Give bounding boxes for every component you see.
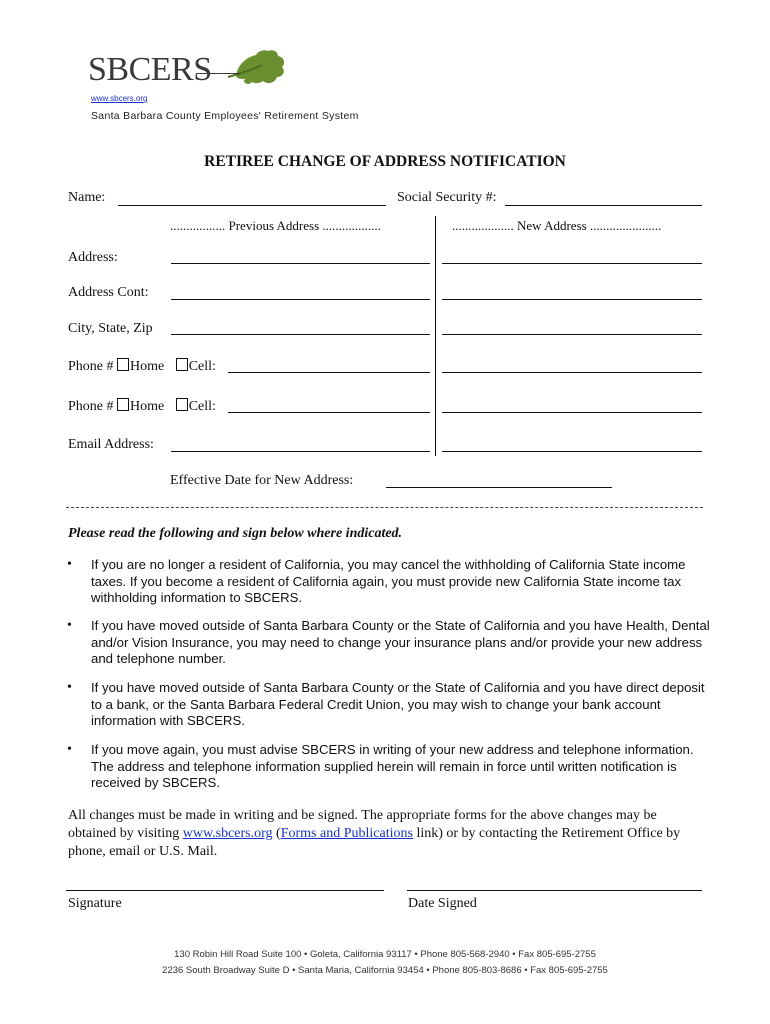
signature-label: Signature (68, 896, 122, 911)
signature-field[interactable] (66, 890, 384, 891)
closing-text-before: All changes must be made in writing and be signed. The appropriate forms for the above changes may be obtained by visiting (68, 808, 657, 841)
date-signed-field[interactable] (407, 890, 702, 891)
sbcers-website-link[interactable]: www.sbcers.org (182, 826, 273, 841)
home-checkbox[interactable] (117, 358, 129, 371)
closing-text-after: link) or by contacting the Retirement Office by phone, email or U.S. Mail. (68, 826, 681, 859)
footer-line-1: 130 Robin Hill Road Suite 100 • Goleta, California 93117 • Phone 805-568-2940 • Fax 805-695-2755 (174, 949, 596, 960)
ssn-field[interactable] (505, 205, 702, 206)
cell-label: Cell: (188, 399, 216, 414)
home-checkbox[interactable] (117, 398, 129, 411)
new-city-field[interactable] (442, 334, 702, 335)
name-field[interactable] (118, 205, 386, 206)
address-cont-label: Address Cont: (68, 285, 149, 300)
previous-address-field[interactable] (171, 263, 430, 264)
closing-text-middle: ( (272, 826, 281, 841)
form-title: RETIREE CHANGE OF ADDRESS NOTIFICATION (204, 153, 566, 170)
new-address-header: ................... New Address ...................... (452, 218, 662, 233)
previous-phone-2-field[interactable] (228, 412, 430, 413)
new-address-cont-field[interactable] (442, 299, 702, 300)
effective-date-label: Effective Date for New Address: (170, 473, 354, 488)
previous-address-cont-field[interactable] (171, 299, 430, 300)
logo-strike (196, 73, 240, 74)
cell-checkbox[interactable] (176, 358, 188, 371)
ssn-label: Social Security #: (397, 190, 497, 205)
cell-checkbox[interactable] (176, 398, 188, 411)
logo-text: SBCERS (88, 51, 212, 88)
home-label: Home (130, 359, 165, 374)
new-address-field[interactable] (442, 263, 702, 264)
website-link[interactable]: www.sbcers.org (91, 94, 148, 103)
name-label: Name: (68, 190, 106, 205)
previous-phone-1-field[interactable] (228, 372, 430, 373)
instructions-heading: Please read the following and sign below where indicated. (68, 526, 403, 541)
new-email-field[interactable] (442, 451, 702, 452)
city-label: City, State, Zip (68, 321, 153, 336)
bullet-icon: • (67, 618, 72, 633)
phone-row-2 (68, 398, 216, 415)
logo (88, 45, 288, 95)
email-label: Email Address: (68, 437, 154, 452)
previous-email-field[interactable] (171, 451, 430, 452)
bullet-text-3: If you have moved outside of Santa Barbara County or the State of California and you have direct deposit to a bank, or the Santa Barbara Federal Credit Union, you may wish to change your bank account information with SBCERS. (91, 680, 705, 728)
previous-city-field[interactable] (171, 334, 430, 335)
org-name: Santa Barbara County Employees' Retirement System (91, 110, 359, 122)
bullet-text-1: If you are no longer a resident of California, you may cancel the withholding of California State income taxes. If you become a resident of California again, you must provide new California State income tax withholding information to SBCERS. (91, 557, 686, 605)
closing-paragraph (68, 807, 704, 861)
date-signed-label: Date Signed (408, 896, 477, 911)
phone-label: Phone # (68, 359, 114, 374)
forms-publications-link[interactable]: Forms and Publications (280, 826, 413, 841)
phone-row-1 (68, 358, 216, 375)
oak-leaf-icon (228, 47, 288, 87)
previous-address-header: ................. Previous Address .................. (170, 218, 381, 233)
address-label: Address: (68, 250, 118, 265)
bullet-text-4: If you move again, you must advise SBCERS in writing of your new address and telephone information. The address and telephone information supplied herein will remain in force until written notification is received by SBCERS. (91, 742, 694, 790)
home-label: Home (130, 399, 165, 414)
bullet-icon: • (67, 680, 72, 695)
section-divider (66, 507, 703, 508)
new-phone-1-field[interactable] (442, 372, 702, 373)
bullet-icon: • (67, 557, 72, 572)
effective-date-field[interactable] (386, 487, 612, 488)
footer-line-2: 2236 South Broadway Suite D • Santa Maria, California 93454 • Phone 805-803-8686 • Fax 805-695-2755 (162, 965, 608, 976)
phone-label: Phone # (68, 399, 114, 414)
bullet-text-2: If you have moved outside of Santa Barbara County or the State of California and you have Health, Dental and/or Vision Insurance, you may need to change your insurance plans and/or provide your new address and telephone number. (91, 618, 710, 666)
new-phone-2-field[interactable] (442, 412, 702, 413)
bullet-icon: • (67, 742, 72, 757)
column-divider (435, 216, 436, 456)
cell-label: Cell: (188, 359, 216, 374)
